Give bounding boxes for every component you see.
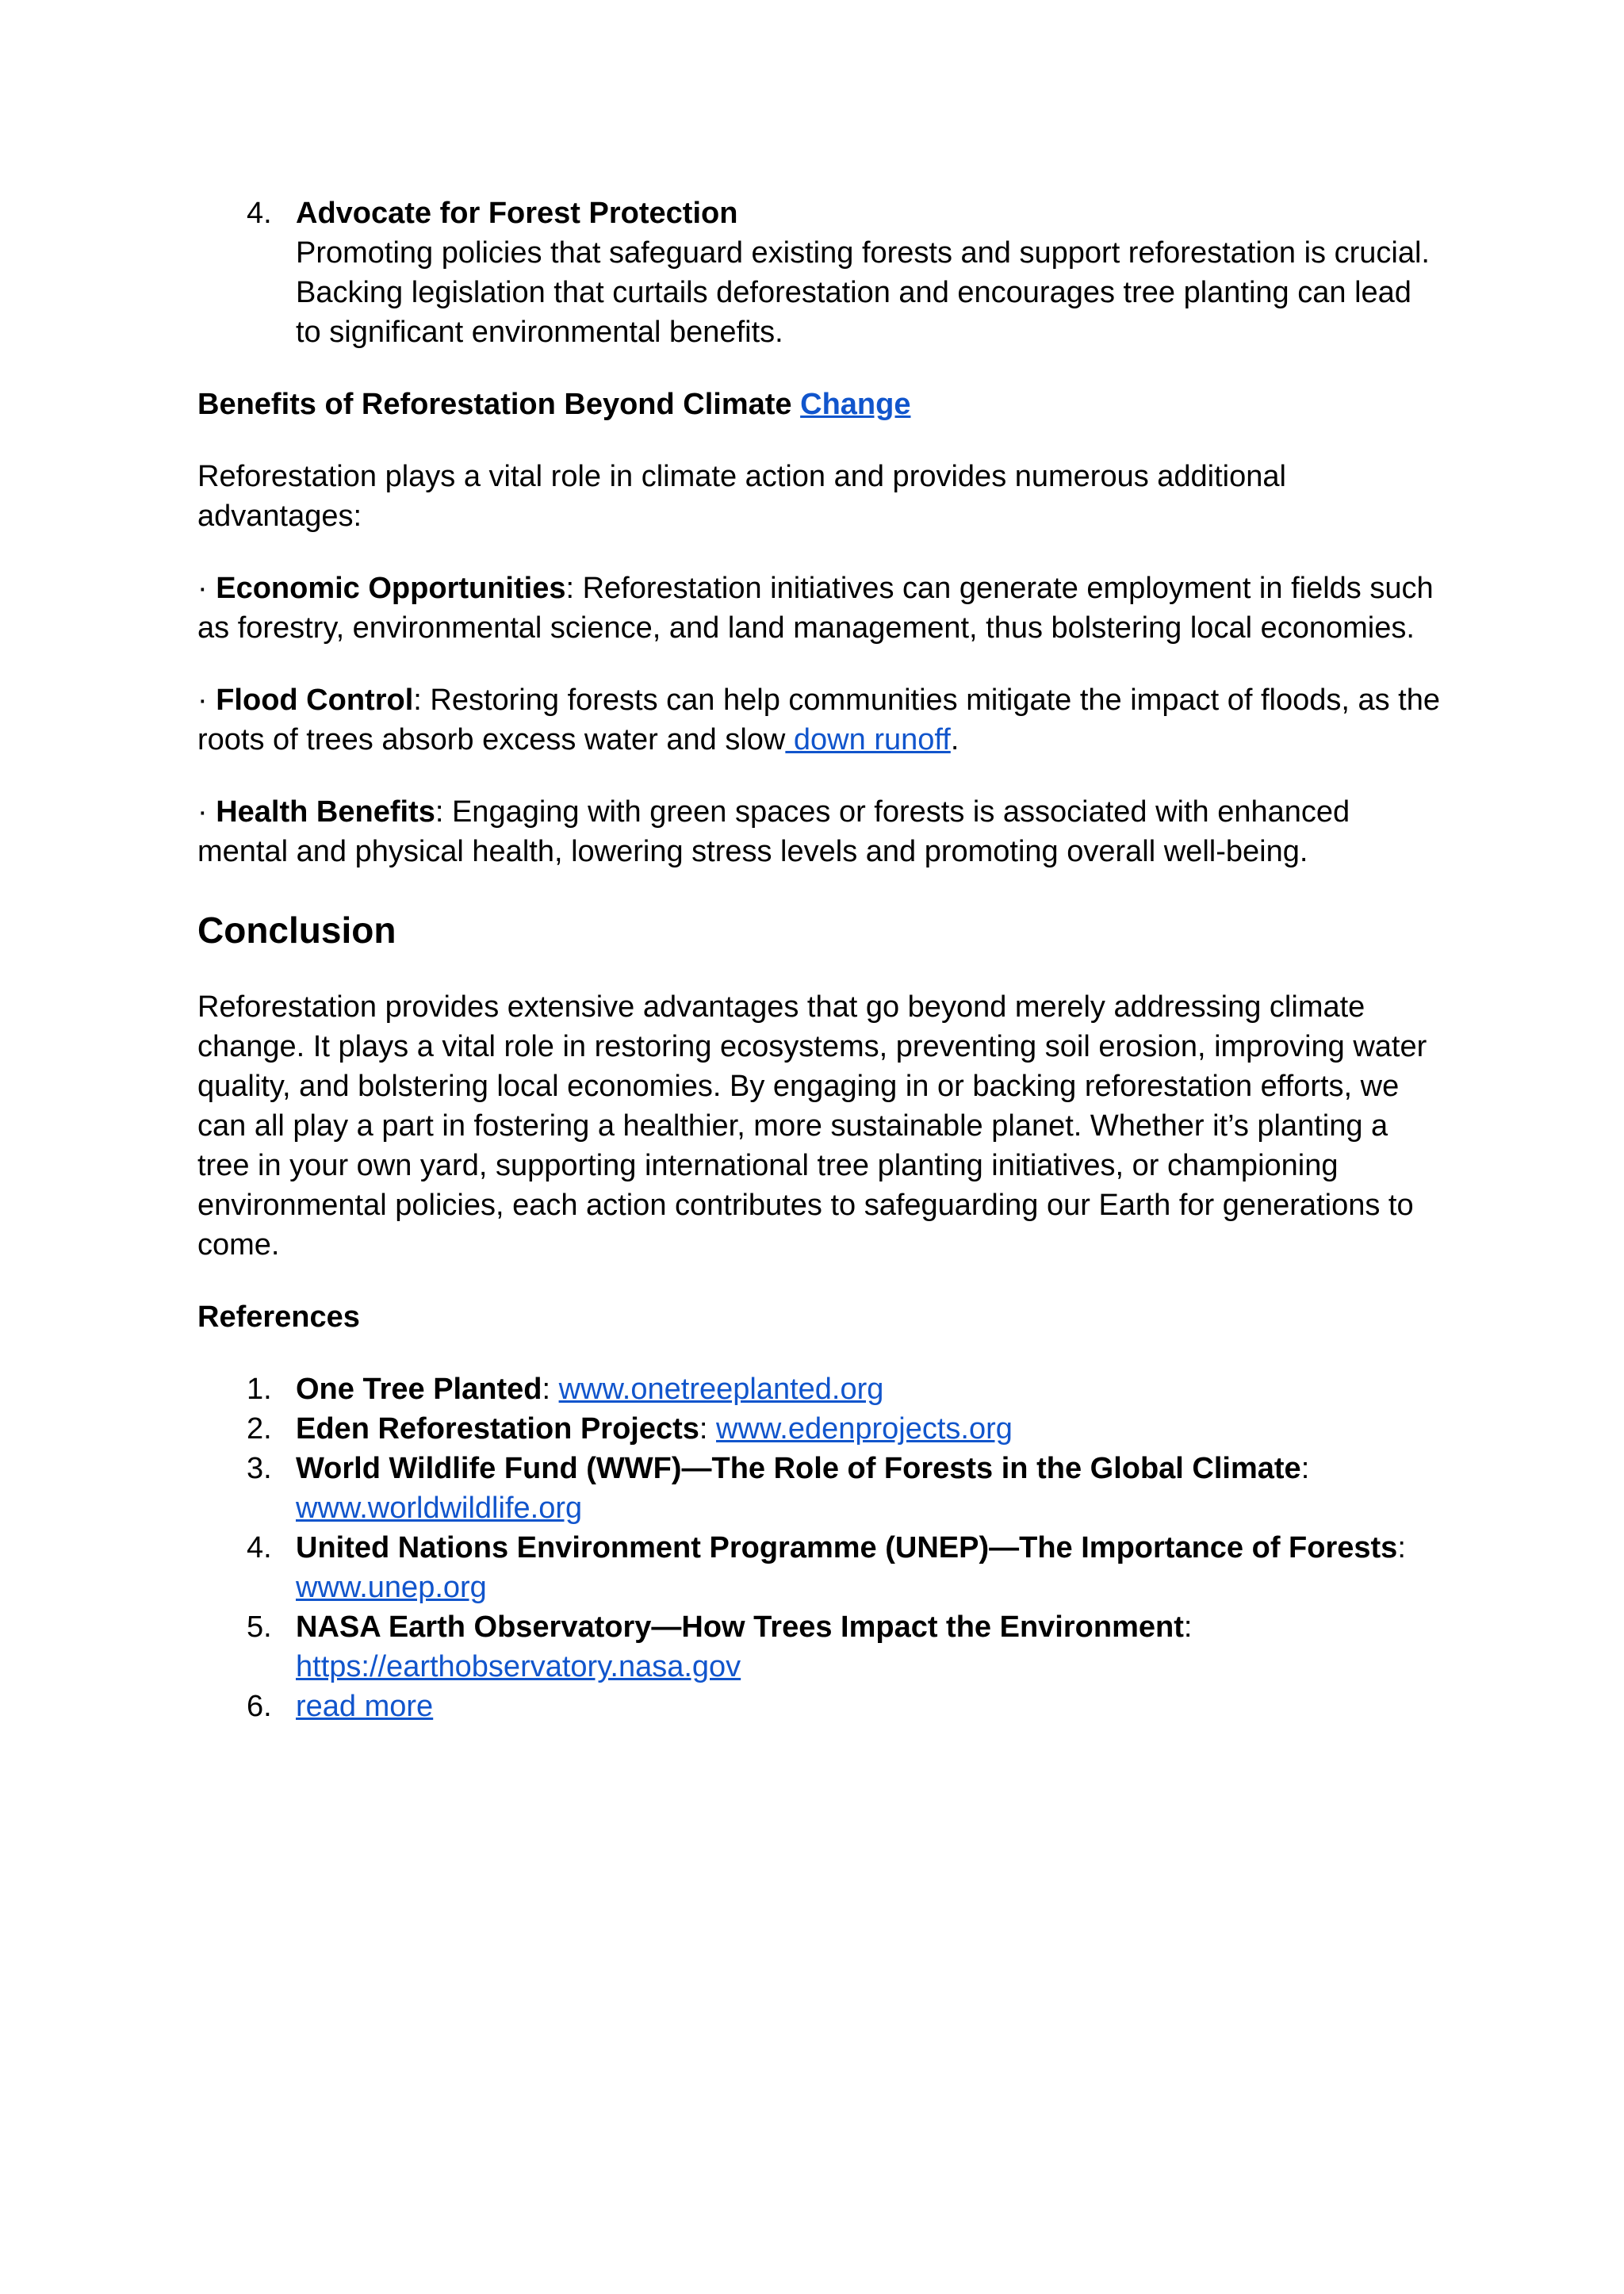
flood-text: : Restoring forests can help communities mitigate the impact of floods, as the roots of trees absorb excess water and slow <box>197 684 1440 756</box>
conclusion-heading: Conclusion <box>197 910 396 951</box>
health-term: Health Benefits <box>216 795 435 829</box>
benefits-heading-text: Benefits of Reforestation Beyond Climate <box>197 388 801 421</box>
references-heading: References <box>197 1300 360 1334</box>
list-item-advocate <box>197 193 1442 352</box>
bullet: · <box>197 572 208 605</box>
reference-title: NASA Earth Observatory—How Trees Impact the Environment <box>296 1610 1184 1644</box>
reference-link[interactable]: www.edenprojects.org <box>716 1412 1013 1446</box>
reference-title: World Wildlife Fund (WWF)—The Role of Forests in the Global Climate <box>296 1452 1301 1485</box>
reference-item <box>197 1687 1442 1726</box>
references-list <box>197 1369 1442 1726</box>
health-text: : Engaging with green spaces or forests is associated with enhanced mental and physical health, lowering stress levels and promoting overall well-being. <box>197 795 1350 868</box>
read-more-link[interactable]: read more <box>296 1690 434 1723</box>
economic-term: Economic Opportunities <box>216 572 566 605</box>
reference-number: 1. <box>247 1373 272 1406</box>
reference-number: 2. <box>247 1412 272 1446</box>
reference-number: 4. <box>247 1531 272 1564</box>
reference-item: 2. Eden Reforestation Projects: www.edenprojects.org <box>197 1409 1442 1449</box>
reference-link[interactable]: https://earthobservatory.nasa.gov <box>296 1650 741 1683</box>
list-item-title: Advocate for Forest Protection <box>296 197 738 230</box>
reference-link[interactable]: www.onetreeplanted.org <box>558 1373 884 1406</box>
change-link[interactable]: Change <box>800 388 911 421</box>
flood-end: . <box>950 723 959 756</box>
benefits-intro: Reforestation plays a vital role in climate action and provides numerous additional advantages: <box>197 460 1286 533</box>
benefits-heading <box>197 385 1442 424</box>
reference-title: One Tree Planted <box>296 1373 542 1406</box>
conclusion-body: Reforestation provides extensive advantages that go beyond merely addressing climate change. It plays a vital role in restoring ecosystems, preventing soil erosion, improving water quality, and bolstering local economies. By engaging in or backing reforestation efforts, we can all play a part in fostering a healthier, more sustainable planet. Whether it’s planting a tree in your own yard, supporting international tree planting initiatives, or championing environmental policies, each action contributes to safeguarding our Earth for generations to come. <box>197 990 1427 1262</box>
list-number: 4. <box>247 197 272 230</box>
health-paragraph <box>197 792 1442 871</box>
down-runoff-link[interactable]: down runoff <box>785 723 951 756</box>
flood-term: Flood Control <box>216 684 414 717</box>
bullet: · <box>197 795 208 829</box>
bullet: · <box>197 684 208 717</box>
reference-title: United Nations Environment Programme (UNEP)—The Importance of Forests <box>296 1531 1398 1564</box>
reference-item: 1. One Tree Planted: www.onetreeplanted.org <box>197 1369 1442 1409</box>
document-body <box>197 193 1442 1726</box>
list-item-body: Promoting policies that safeguard existing forests and support reforestation is crucial. Backing legislation that curtails deforestation and encourages tree planting can lead to significant environmental benefits. <box>296 236 1430 349</box>
reference-link[interactable]: www.worldwildlife.org <box>296 1492 583 1525</box>
reference-item: 3. World Wildlife Fund (WWF)—The Role of Forests in the Global Climate: www.worldwildlife.org <box>197 1449 1442 1528</box>
reference-link[interactable]: www.unep.org <box>296 1571 487 1604</box>
reference-number: 6. <box>247 1690 272 1723</box>
economic-text: : Reforestation initiatives can generate employment in fields such as forestry, environmental science, and land management, thus bolstering local economies. <box>197 572 1434 645</box>
reference-number: 3. <box>247 1452 272 1485</box>
reference-item: 4. United Nations Environment Programme (UNEP)—The Importance of Forests: www.unep.org <box>197 1528 1442 1607</box>
reference-title: Eden Reforestation Projects <box>296 1412 699 1446</box>
economic-paragraph <box>197 569 1442 648</box>
flood-paragraph <box>197 680 1442 760</box>
reference-item: 5. NASA Earth Observatory—How Trees Impact the Environment: https://earthobservatory.nasa.gov <box>197 1607 1442 1687</box>
reference-number: 5. <box>247 1610 272 1644</box>
